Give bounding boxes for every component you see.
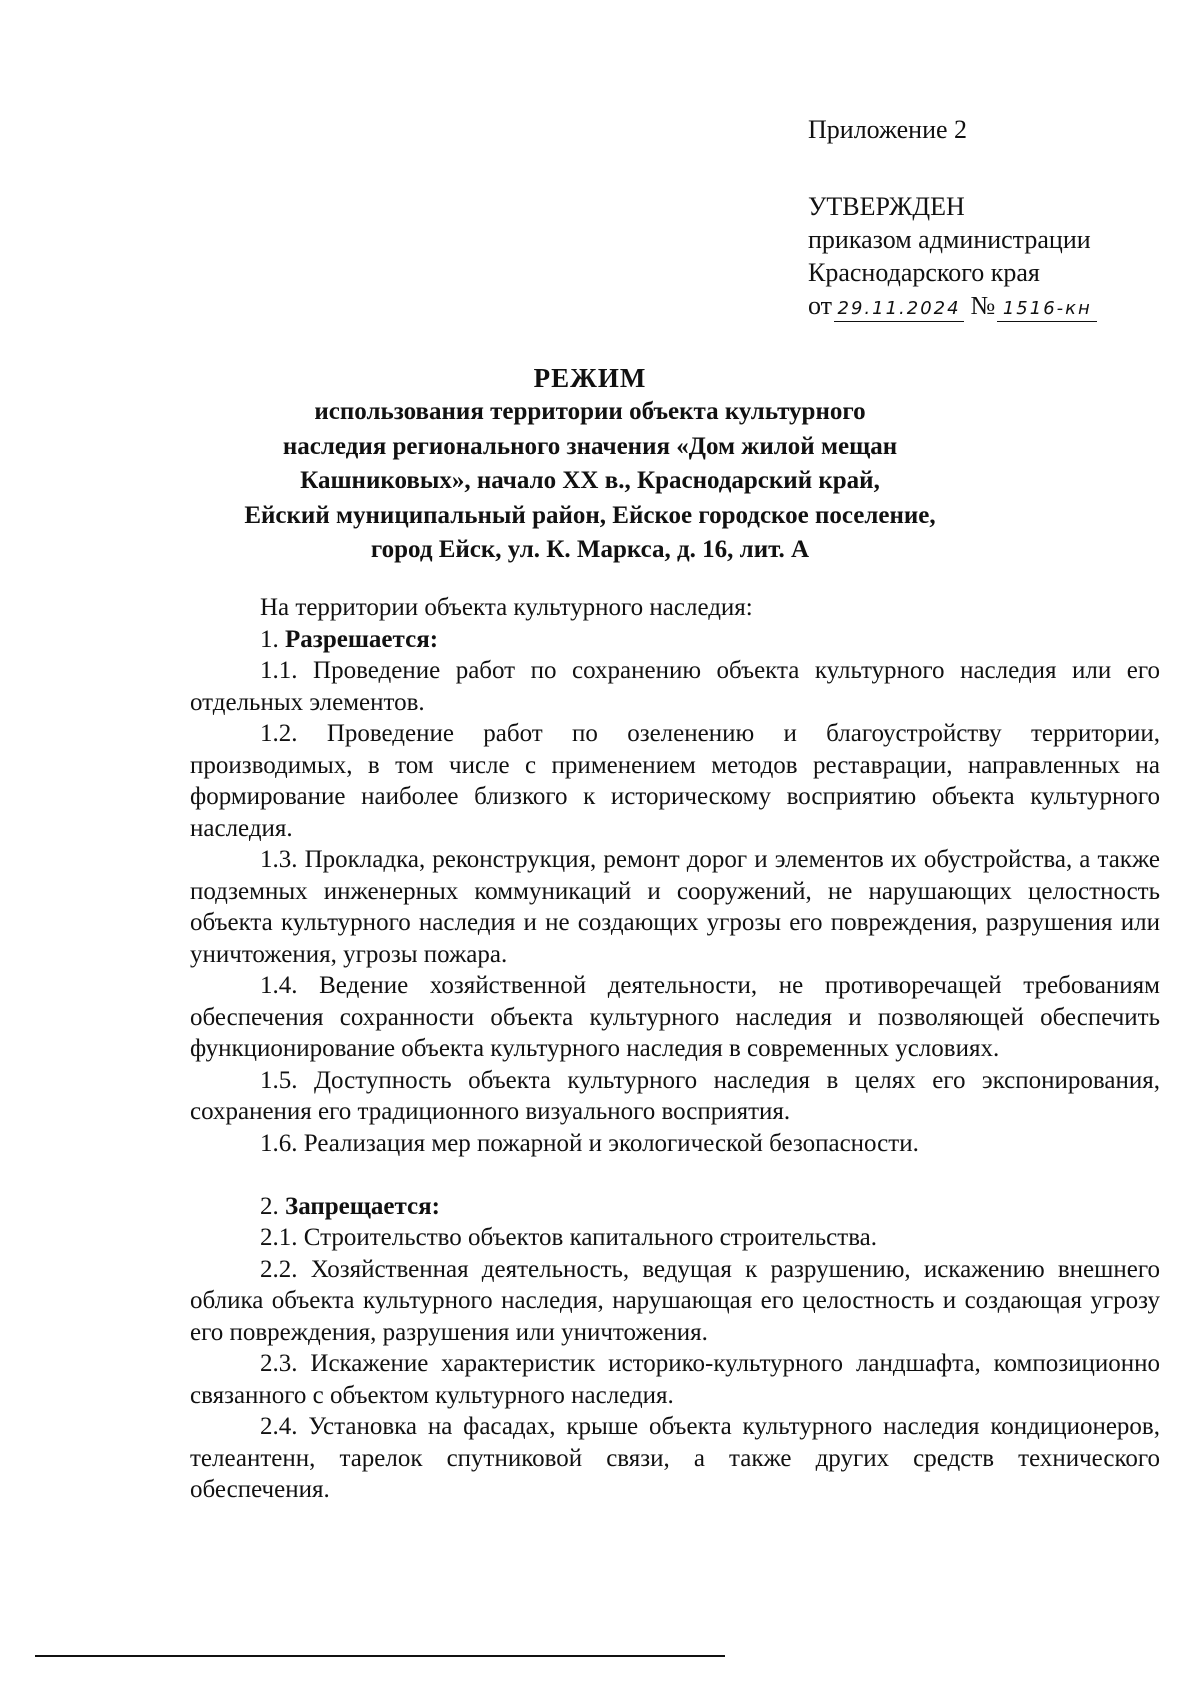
section-2-number: 2. [260, 1192, 279, 1220]
clause-1-1: 1.1. Проведение работ по сохранению объекта культурного наследия или его отдельных элементов. [190, 657, 1160, 716]
handwritten-number: 1516-кн [997, 297, 1097, 322]
document-title [190, 361, 990, 568]
clause-1-2: 1.2. Проведение работ по озеленению и благоустройству территории, производимых, в том числе с применением методов реставрации, направленных на формирование наиболее близкого к историческому восприятию объекта культурного наследия. [190, 720, 1160, 842]
section-1-number: 1. [260, 625, 279, 653]
handwritten-date: 29.11.2024 [834, 297, 964, 322]
date-prefix: от [808, 291, 833, 320]
approved-label: УТВЕРЖДЕН [808, 192, 965, 221]
title-line: использования территории объекта культурного [314, 398, 866, 425]
section-1-title: Разрешается: [285, 625, 439, 653]
title-line: Кашниковых», начало XX в., Краснодарский край, [300, 467, 880, 494]
document-body [190, 592, 1160, 1506]
footer-divider [35, 1655, 725, 1657]
clause-1-6: 1.6. Реализация мер пожарной и экологической безопасности. [260, 1129, 919, 1157]
number-prefix: № [970, 291, 996, 320]
clause-2-4: 2.4. Установка на фасадах, крыше объекта культурного наследия кондиционеров, телеантенн, тарелок спутниковой связи, а также других средств технического обеспечения. [190, 1413, 1160, 1503]
clause-2-1: 2.1. Строительство объектов капитального строительства. [260, 1224, 878, 1251]
title-main: РЕЖИМ [533, 363, 647, 393]
section-2-heading [190, 1191, 1160, 1223]
title-line: Ейский муниципальный район, Ейское городское поселение, [244, 501, 936, 529]
title-line: город Ейск, ул. К. Маркса, д. 16, лит. А [370, 536, 810, 563]
section-2-title: Запрещается: [285, 1192, 441, 1220]
section-1-heading [190, 624, 1160, 656]
section-spacer [190, 1159, 1160, 1191]
title-line: наследия регионального значения «Дом жилой мещан [282, 432, 898, 460]
order-date-number [808, 289, 1097, 322]
clause-1-4: 1.4. Ведение хозяйственной деятельности, не противоречащей требованиям обеспечения сохранности объекта культурного наследия и позволяющей обеспечить функционирование объекта культурного наследия в современных условиях. [190, 972, 1160, 1062]
intro-paragraph: На территории объекта культурного наследия: [260, 594, 753, 621]
region-label: Краснодарского края [808, 258, 1040, 287]
clause-2-3: 2.3. Искажение характеристик историко-культурного ландшафта, композиционно связанного с объектом культурного наследия. [190, 1350, 1160, 1409]
clause-2-2: 2.2. Хозяйственная деятельность, ведущая к разрушению, искажению внешнего облика объекта культурного наследия, нарушающая его целостность и создающая угрозу его повреждения, разрушения или уничтожения. [190, 1255, 1160, 1346]
by-order-label: приказом администрации [808, 225, 1091, 254]
approval-block [808, 113, 1097, 322]
annex-label: Приложение 2 [808, 115, 968, 144]
clause-1-3: 1.3. Прокладка, реконструкция, ремонт дорог и элементов их обустройства, а также подземных инженерных коммуникаций и сооружений, не нарушающих целостность объекта культурного наследия и не создающих угрозы его повреждения, разрушения или уничтожения, угрозы пожара. [190, 846, 1160, 968]
clause-1-5: 1.5. Доступность объекта культурного наследия в целях его экспонирования, сохранения его традиционного визуального восприятия. [190, 1066, 1160, 1125]
